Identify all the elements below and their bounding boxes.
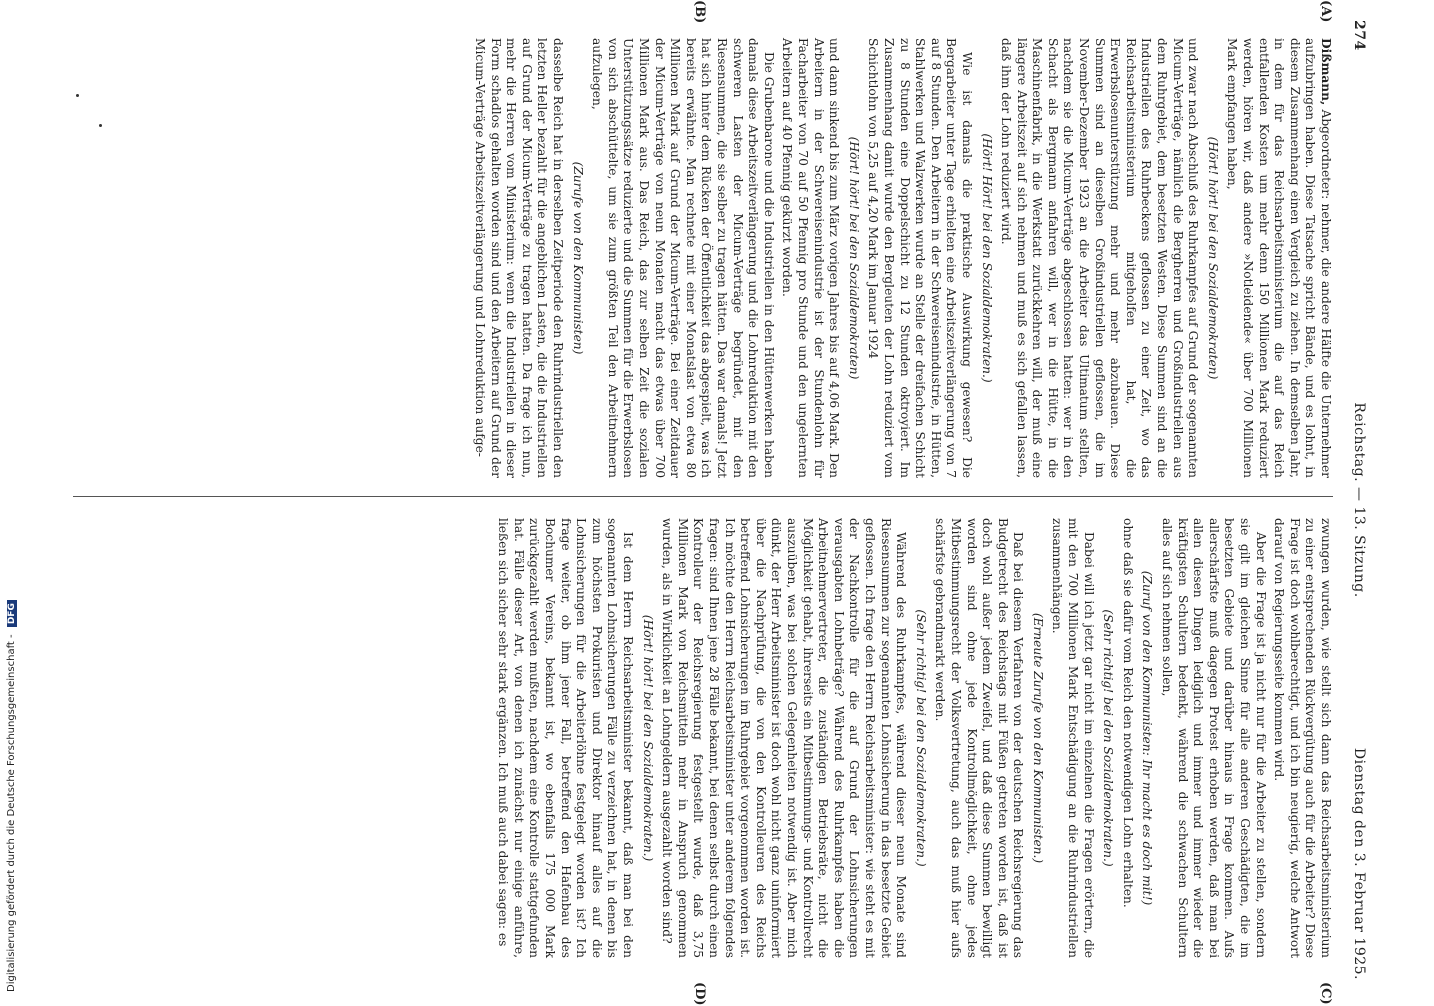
paragraph: Wie ist damals die praktische Auswirkung gewesen? Die Bergarbeiter unter Tage erhielten eine Arbeitszeitverlängerung von 7 auf 8 Stunden. Den Arbeitern in der Schwereisenindustrie, in Hütten, Stahlwerken und Walzwerken wurde an Stelle der dreifachen Schicht zu 8 Stunden eine Doppelschicht zu 12 Stunden oktroyiert. Im Zusammenhang damit wurde den Bergleuten der Lohn reduziert vom Schichtlohn von 5,25 auf 4,20 Mark im Januar 1924 — [866, 38, 974, 478]
interjection: (Hört! Hört! bei den Sozialdemokraten.) — [979, 133, 994, 383]
session-title: Reichstag. — 13. Sitzung. — [1351, 402, 1367, 598]
interjection: (Sehr richtig! bei den Sozialdemokraten.) — [1101, 609, 1116, 867]
interjection: (Sehr richtig! bei den Sozialdemokraten.) — [913, 609, 928, 867]
credit-text: Digitalisierung gefördert durch die Deutsche Forschungsgemeinschaft - — [6, 634, 17, 992]
margin-marker-b: (B) — [692, 0, 707, 24]
speaker-role: Abgeordneter: — [1319, 109, 1333, 200]
scan-speck — [99, 124, 102, 127]
paragraph — [1224, 38, 1333, 478]
paragraph: und dann sinkend bis zum März vorigen Jahres bis auf 4,06 Mark. Den Arbeitern in der Schwereisenindustrie ist der Stundenlohn für Facharbeiter von 70 auf 50 Pfennig pro Stunde und den ungelernten Arbeitern auf 40 Pfennig gekürzt worden. — [780, 38, 842, 478]
interjection: (Zurufe von den Kommunisten) — [570, 161, 585, 355]
paragraph: Während des Ruhrkampfes, während dieser neun Monate sind Riesensummen zur sogenannten Lohnsicherung in das besetzte Gebiet geflossen. Ich frage den Herrn Reichsarbeitsminister: wie steht es mit der Nachkontrolle für die auf Grund der Lohnsicherungen verausgabten Lohnbeträge? Während des Ruhrkampfes haben die Arbeitnehmervertreter, die zuständigen Betriebsräte, nicht die Möglichkeit gehabt, ihrerseits ein Mitbestimmungs- und Kontrollrecht auszuüben, was bei solchen Gelegenheiten notwendig ist. Aber mich dünkt, der Herr Arbeitsminister ist doch wohl nicht ganz uninformiert über die Nachprüfung, die von den Kontrolleuren des Reichs betreffend Lohnsicherungen im Ruhrgebiet vorgenommen worden ist. Ich möchte den Herrn Reichsarbeitsminister unter anderem folgendes fragen: sind Ihnen jene 28 Fälle bekannt, bei denen selbst durch einen Kontrolleur der Reichsregierung festgestellt wurde, daß 3,75 Millionen Mark von Reichsmitteln mehr in Anspruch genommen wurden, als in Wirklichkeit an Lohngeldern ausgezahlt worden sind? — [660, 518, 909, 958]
margin-marker-c: (C) — [1318, 982, 1333, 1005]
left-column — [469, 38, 1333, 478]
paragraph: Ist dem Herrn Reichsarbeitsminister bekannt, daß man bei den sogenannten Lohnsicherungen Fälle zu verzeichnen hat, in denen bis zum höchsten Prokuristen und Direktor hinauf alles auf die Lohnsicherungen für die Arbeiterlöhne festgelegt worden ist? Ich frage weiter, ob ihm jener Fall, betreffend den Hafenbau des Bochumer Vereins, bekannt ist, wo ebenfalls 175 000 Mark zurückgezahlt werden mußten, nachdem eine Kontrolle stattgefunden hat. Fälle dieser Art, von denen ich zunächst nur einige anführe, ließen sich sicher sehr stark ergänzen. Ich muß auch dabei sagen: es — [496, 518, 636, 958]
paragraph: Dabei will ich jetzt gar nicht im einzelnen die Fragen erörtern, die mit den 700 Millionen Mark Entschädigung an die Ruhrindustriellen zusammenhängen. — [1050, 518, 1096, 958]
paragraph: und zwar nach Abschluß des Ruhrkampfes auf Grund der sogenannten Micum-Verträge, nämlich die Bergherren und Großindustriellen aus dem Ruhrgebiet, dem besetzten Westen. Diese Summen sind an die Industriellen des Ruhrbeckens geflossen zu einer Zeit, wo das Reichsarbeitsministerium mitgeholfen hat, die Erwerbslosenunterstützung mehr und mehr abzubauen. Diese Summen sind an dieselben Großindustriellen geflossen, die im November-Dezember 1923 an die Arbeiter das Ultimatum stellten, nachdem sie die Micum-Verträge abgeschlossen hatten: wer in den Schacht als Bergmann anfahren will, wer in die Hütte, in die Maschinenfabrik, in die Werkstatt zurückkehren will, der muß eine längere Arbeitszeit auf sich nehmen und muß es sich gefallen lassen, daß ihm der Lohn reduziert wird. — [999, 38, 1201, 478]
document-page — [67, 0, 1367, 1006]
interjection: (Hört! hört! bei den Sozialdemokraten) — [1205, 136, 1220, 380]
interjection: (Hört! hört! bei den Sozialdemokraten) — [846, 136, 861, 380]
paragraph-text: nehmer, die andere Hälfte die Unternehmer aufzubringen haben. Diese Tatsache spricht Bände, und es lohnt, in diesem Zusammenhang einen Vergleich zu ziehen. In demselben Jahr, in dem für das Reichsarbeitsministerium die auf das Reich entfallenden Kosten um mehr denn 150 Millionen Mark reduziert werden, hören wir, daß andere »Notleidende« über 700 Millionen Mark empfangen haben, — [1225, 38, 1333, 478]
page-number: 274 — [1351, 20, 1367, 51]
speaker-name: Dißmann, — [1319, 38, 1333, 106]
dfg-logo: DFG — [7, 600, 17, 627]
interjection: (Zuruf von den Kommunisten: Ihr macht es doch mit!) — [1140, 570, 1155, 906]
paragraph: zwungen wurden, wie stellt sich dann das Reichsarbeitsministerium zu einer entsprechenden Rückvergütung auch für die Arbeiter? Diese Frage ist doch wohlberechtigt, und ich bin neugierig, welche Antwort darauf von Regierungsseite kommen wird. — [1272, 518, 1333, 958]
interjection: (Hört! hört! bei den Sozialdemokraten.) — [640, 614, 655, 862]
margin-marker-a: (A) — [1318, 0, 1333, 23]
interjection: (Erneute Zurufe von den Kommunisten.) — [1030, 612, 1045, 864]
scan-speck — [76, 94, 79, 97]
paragraph: Die Grubenbarone und die Industriellen in den Hüttenwerken haben damals diese Arbeitszeitverlängerung und die Lohnreduktion mit den schweren Lasten der Micum-Verträge begründet, mit den Riesensummen, die sie selber zu tragen hätten. Das war damals! Jetzt hat sich hinter dem Rücken der Öffentlichkeit das abgespielt, was ich bereits erwähnte. Man rechnete mit einer Monatslast von etwa 80 Millionen Mark auf Grund der Micum-Verträge. Bei einer Zeitdauer der Micum-Verträge von neun Monaten macht das etwas über 700 Millionen Mark aus. Das Reich, das zur selben Zeit die sozialen Unterstützungssätze reduzierte und die Summen für die Erwerbslosen von sich abschüttelte, um sie zum größten Teil den Arbeitnehmern aufzulegen, — [590, 38, 776, 478]
paragraph: dasselbe Reich hat in derselben Zeitperiode den Ruhrindustriellen den letzten Heller bezahlt für die angeblichen Lasten, die die Industriellen auf Grund der Micum-Verträge zu tragen hatten. Da frage ich nun, mehr die Herren vom Ministerium: wenn die Industriellen in dieser Form schadlos gehalten worden sind und den Arbeitern auf Grund der Micum-Verträge Arbeitszeitverlängerung und Lohnreduktion aufge- — [473, 38, 566, 478]
column-divider — [73, 496, 1333, 497]
session-date: Dienstag den 3. Februar 1925. — [1351, 747, 1367, 980]
digitization-credit — [0, 0, 17, 1000]
right-column — [492, 518, 1333, 958]
page-header — [1341, 20, 1367, 980]
paragraph: ohne daß sie dafür vom Reich den notwendigen Lohn erhalten. — [1120, 518, 1135, 908]
margin-marker-d: (D) — [692, 982, 707, 1006]
paragraph: Aber die Frage ist ja nicht nur für die Arbeiter zu stellen, sondern sie gilt im gleichen Sinne für alle anderen Geschädigten, die im besetzten Gebiete und darüber hinaus in Frage kommen. Aufs allerschärfste muß dagegen Protest erhoben werden, daß man bei allen diesen Dingen lediglich und immer und immer wieder die kräftigsten Schultern bedenkt, während die schwachen Schultern alles auf sich nehmen sollen, — [1160, 518, 1268, 958]
paragraph: Daß bei diesem Verfahren von der deutschen Reichsregierung das Budgetrecht des Reichstags mit Füßen getreten worden ist, daß ist doch wohl außer jedem Zweifel, und daß diese Summen bewilligt worden sind ohne jede Kontrollmöglichkeit, ohne jedes Mitbestimmungsrecht der Volksvertretung, auch das muß hier aufs schärfste gebrandmarkt werden. — [933, 518, 1026, 958]
